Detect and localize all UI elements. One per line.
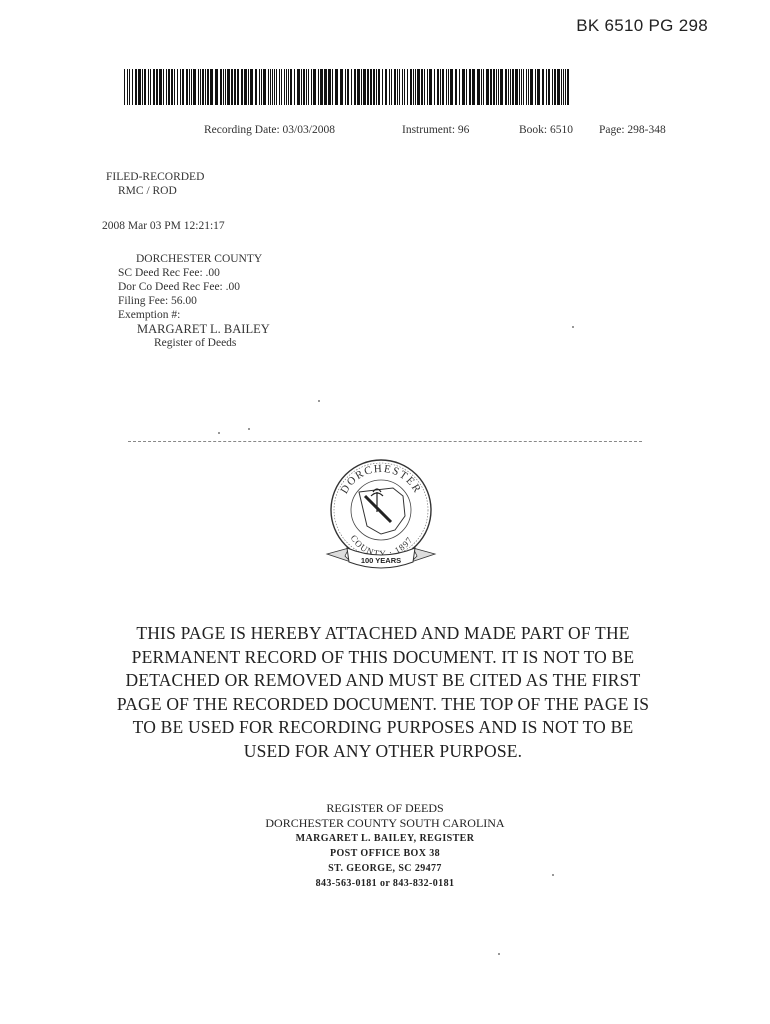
register-office-title: REGISTER OF DEEDS: [326, 801, 444, 815]
attachment-notice: THIS PAGE IS HEREBY ATTACHED AND MADE PART OF THE PERMANENT RECORD OF THIS DOCUMENT. IT IS NOT TO BE DETACHED OR REMOVED AND MUST BE CITED AS THE FIRST PAGE OF THE RECORDED DOCUMENT. THE TOP OF THE PAGE IS TO BE USED FOR RECORDING PURPOSES AND IS NOT TO BE USED FOR ANY OTHER PURPOSE.: [116, 623, 650, 761]
filed-datetime: 2008 Mar 03 PM 12:21:17: [102, 220, 225, 232]
page-range: Page: 298-348: [599, 124, 666, 136]
book-page-stamp: BK 6510 PG 298: [576, 16, 708, 35]
county-seal-icon: [321, 452, 441, 577]
register-of-deeds-address: [185, 801, 585, 891]
recording-date: Recording Date: 03/03/2008: [204, 124, 335, 136]
speck: [248, 428, 250, 430]
instrument-number: Instrument: 96: [402, 124, 470, 136]
book-number: Book: 6510: [519, 124, 573, 136]
seal-ribbon-text: 100 YEARS: [360, 556, 402, 565]
register-title: Register of Deeds: [154, 337, 237, 349]
speck: [318, 400, 320, 402]
sc-deed-fee: SC Deed Rec Fee: .00: [118, 267, 220, 279]
divider-line: [128, 441, 642, 442]
register-officer: MARGARET L. BAILEY, REGISTER: [295, 833, 475, 844]
dor-deed-fee: Dor Co Deed Rec Fee: .00: [118, 281, 240, 293]
barcode-icon: [124, 69, 572, 105]
speck: [218, 432, 220, 434]
recording-info-line: [204, 124, 694, 136]
rmc-rod-label: RMC / ROD: [118, 185, 177, 197]
register-po-box: POST OFFICE BOX 38: [329, 848, 441, 859]
register-city-zip: ST. GEORGE, SC 29477: [328, 863, 442, 874]
exemption-number: Exemption #:: [118, 309, 181, 321]
seal-bottom-text: COUNTY · 1897: [348, 533, 415, 559]
register-name: MARGARET L. BAILEY: [137, 322, 270, 336]
register-county-state: DORCHESTER COUNTY SOUTH CAROLINA: [265, 816, 505, 830]
filed-recorded-label: FILED-RECORDED: [106, 171, 205, 183]
filing-fee: Filing Fee: 56.00: [118, 295, 197, 307]
county-name: DORCHESTER COUNTY: [136, 253, 263, 265]
register-phone: 843-563-0181 or 843-832-0181: [315, 878, 455, 889]
speck: [498, 953, 500, 955]
speck: [572, 326, 574, 328]
seal-top-text: DORCHESTER: [338, 462, 424, 496]
